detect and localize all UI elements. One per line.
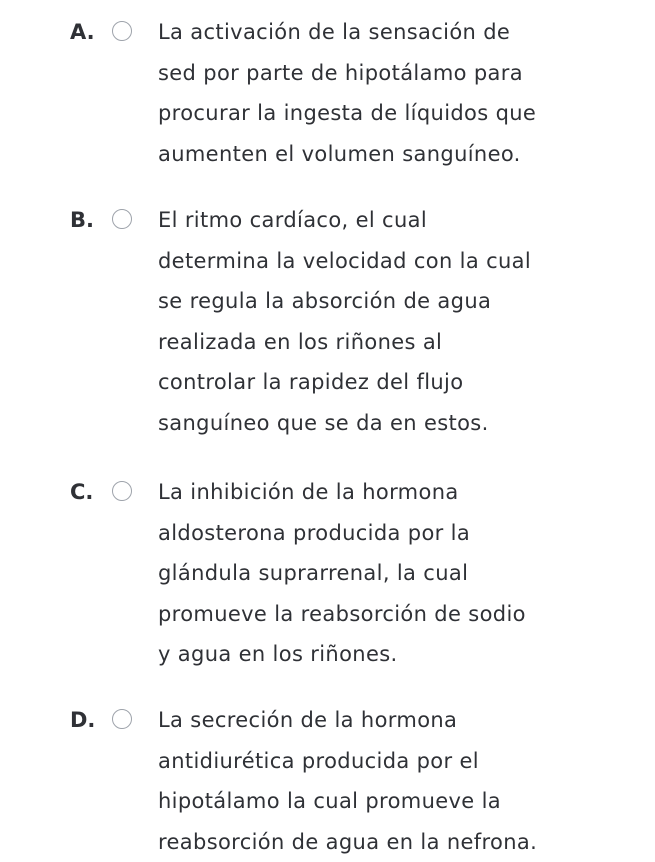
radio-button[interactable] (112, 209, 132, 229)
option-text: El ritmo cardíaco, el cual determina la velocidad con la cual se regula la absorción de agua realizada en los riñones al controlar la rapidez del flujo sanguíneo que se da en estos. (158, 208, 532, 435)
option-letter: A. (70, 20, 95, 44)
option-letter: C. (70, 480, 94, 504)
radio-button[interactable] (112, 481, 132, 501)
option-text: La secreción de la hormona antidiurética producida por el hipotálamo la cual promueve la reabsorción de agua en la nefrona. (158, 708, 538, 854)
option-letter: B. (70, 208, 94, 232)
option-text: La activación de la sensación de sed por parte de hipotálamo para procurar la ingesta de líquidos que aumenten el volumen sanguíneo. (158, 20, 537, 166)
option-text: La inhibición de la hormona aldosterona producida por la glándula suprarrenal, la cual promueve la reabsorción de sodio y agua en los riñones. (158, 480, 526, 666)
radio-button[interactable] (112, 21, 132, 41)
radio-button[interactable] (112, 709, 132, 729)
option-letter: D. (70, 708, 96, 732)
